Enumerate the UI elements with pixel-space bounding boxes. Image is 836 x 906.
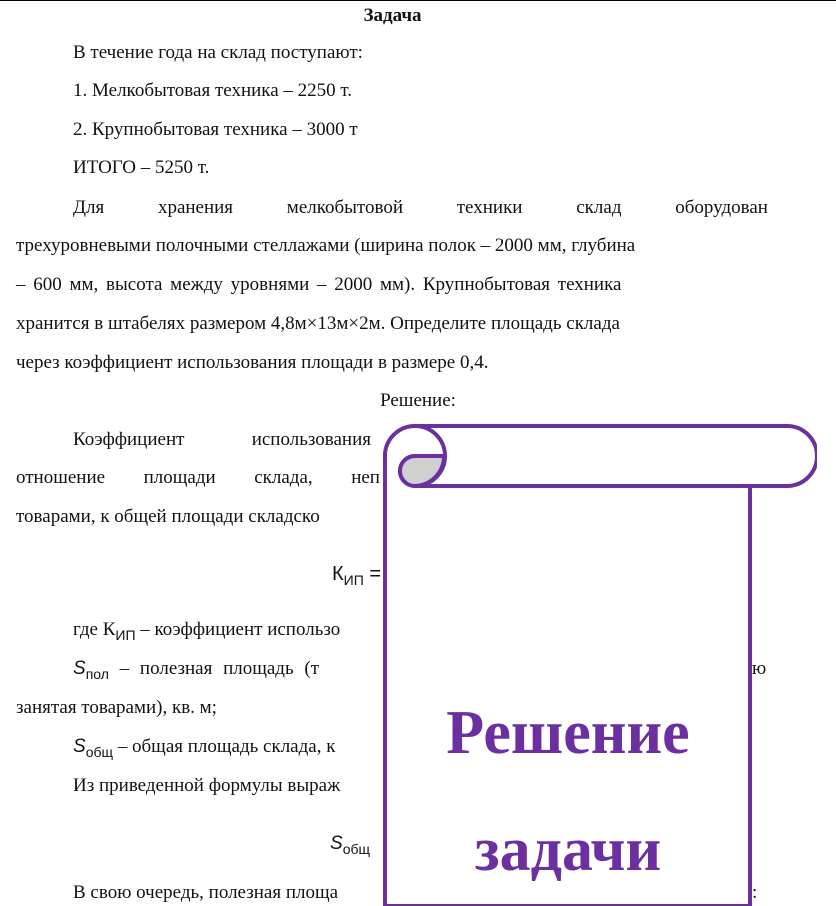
- paragraph-fragment: ю: [752, 658, 767, 679]
- word: оборудован: [675, 197, 768, 218]
- page-title: Задача: [363, 5, 422, 26]
- intro-text: В течение года на склад поступают:: [73, 42, 363, 63]
- definition-kip: где $К_{ИП}$ – коэффициент использо: [73, 619, 341, 643]
- total-line: ИТОГО – 5250 т.: [73, 157, 210, 178]
- paragraph-line: хранится в штабелях размером 4,8м×13м×2м. Определите площадь склада: [16, 313, 620, 334]
- paragraph-line: Из приведенной формулы выраж: [73, 775, 341, 796]
- word: склад: [576, 197, 622, 218]
- word: хранения: [157, 197, 234, 218]
- word: мелкобытовой: [286, 197, 403, 218]
- definition-spol: $S_{пол}$ – полезная площадь (т: [73, 658, 320, 682]
- top-border: [0, 0, 836, 1]
- word: использования: [251, 429, 371, 450]
- paragraph-line: [73, 428, 371, 452]
- paragraph-line: занятая товарами), кв. м;: [16, 697, 217, 718]
- word: техники: [456, 197, 523, 218]
- word: неп: [351, 467, 380, 488]
- word: Коэффициент: [73, 429, 185, 450]
- word: склада,: [254, 467, 313, 488]
- paragraph-line: – 600 мм, высота между уровнями – 2000 мм). Крупнобытовая техника: [16, 274, 622, 295]
- paragraph-line: товарами, к общей площади складско: [16, 506, 320, 527]
- overlay-title-line1: Решение: [446, 699, 690, 767]
- list-item: 1. Мелкобытовая техника – 2250 т.: [73, 80, 353, 101]
- definition-sobsh: $S_{общ}$ – общая площадь склада, к: [73, 736, 336, 760]
- paragraph-line: [16, 466, 380, 490]
- formula-coefficient: $К_{ИП}$ =: [332, 563, 382, 588]
- overlay-title-line2: задачи: [474, 816, 662, 884]
- paragraph-fragment: :: [752, 882, 758, 903]
- paragraph-line: трехуровневыми полочными стеллажами (ширина полок – 2000 мм, глубина: [16, 235, 636, 256]
- formula-sobsh: $S_{общ}$: [330, 833, 371, 857]
- word: площади: [143, 467, 216, 488]
- paragraph-line: В свою очередь, полезная площа: [73, 882, 339, 903]
- paragraph-line: [73, 196, 768, 220]
- paragraph-line: через коэффициент использования площади в размере 0,4.: [16, 352, 489, 373]
- word: Для: [73, 197, 105, 218]
- solution-heading: Решение:: [380, 390, 456, 411]
- word: отношение: [16, 467, 106, 488]
- list-item: 2. Крупнобытовая техника – 3000 т: [73, 119, 358, 140]
